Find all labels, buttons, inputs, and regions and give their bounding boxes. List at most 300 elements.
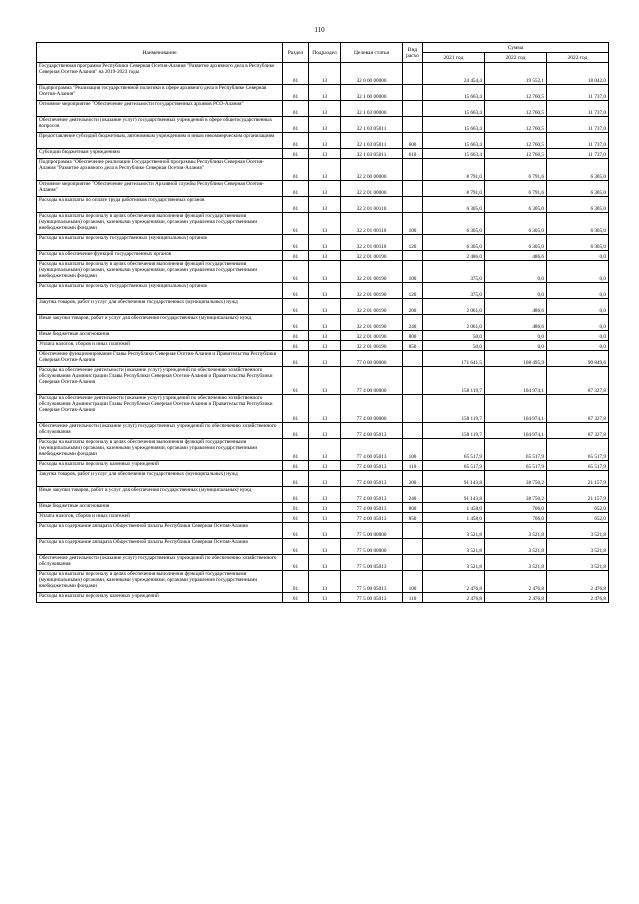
cell-target: 32 2 01 00190 [341,283,403,299]
cell-target: 77 4 00 05013 [341,439,403,461]
cell-2021: 158 119,7 [423,423,485,439]
cell-section: 01 [283,395,309,423]
cell-name: Основное мероприятие "Обеспечение деятельности Архивной службы Республики Северная Осетия-Алания" [37,181,283,197]
cell-subsection: 13 [309,133,341,149]
cell-name: Расходы на выплаты персоналу в целях обеспечения выполнения функций государственными (муниципальными) органами, казенными учреждениями, органами управления государственными внебюджетными фондами [37,261,283,283]
header-subsection: Подраздел [309,43,341,63]
cell-2022a: 19 552,1 [485,63,547,85]
table-row [37,555,609,571]
header-year-2022a: 2022 год [485,53,547,63]
cell-2022b: 3 521,8 [547,539,609,555]
cell-section: 01 [283,101,309,117]
cell-2022a: 6 791,6 [485,159,547,181]
cell-2022b: 3 521,8 [547,555,609,571]
cell-subsection: 13 [309,341,341,351]
cell-subsection: 13 [309,461,341,471]
cell-2022a: 104 974,1 [485,367,547,395]
cell-2022b: 6 305,0 [547,181,609,197]
cell-target: 77 4 00 00000 [341,395,403,423]
cell-target: 32 2 01 00190 [341,315,403,331]
cell-2022b: 2 476,8 [547,593,609,603]
header-target: Целевая статья [341,43,403,63]
cell-target: 32 2 01 00110 [341,213,403,235]
cell-section: 01 [283,593,309,603]
cell-vr [403,197,423,213]
cell-2022a: 12 760,5 [485,133,547,149]
table-row [37,261,609,283]
table-row [37,133,609,149]
cell-2022b: 11 737,0 [547,85,609,101]
cell-subsection: 13 [309,395,341,423]
table-row [37,487,609,503]
cell-2021: 8 791,0 [423,159,485,181]
cell-2021: 91 143,8 [423,487,485,503]
cell-section: 01 [283,341,309,351]
cell-section: 01 [283,351,309,367]
cell-2022b: 6 305,0 [547,159,609,181]
cell-subsection: 13 [309,299,341,315]
cell-target: 32 1 03 05011 [341,117,403,133]
cell-subsection: 13 [309,197,341,213]
cell-vr [403,351,423,367]
cell-name: Субсидии бюджетным учреждениям [37,149,283,159]
cell-name: Расходы на выплаты персоналу в целях обеспечения выполнения функций государственными (муниципальными) органами, казенными учреждениями, органами управления государственными внебюджетными фондами [37,439,283,461]
cell-target: 32 2 01 00000 [341,181,403,197]
cell-section: 01 [283,197,309,213]
cell-2022b: 2 476,8 [547,571,609,593]
cell-vr: 600 [403,133,423,149]
cell-name: Уплата налогов, сборов и иных платежей [37,513,283,523]
table-row [37,235,609,251]
cell-2021: 8 791,0 [423,181,485,197]
budget-table [36,42,609,603]
cell-2022a: 6 305,0 [485,197,547,213]
cell-target: 77 5 00 05013 [341,555,403,571]
table-row [37,571,609,593]
cell-name: Обеспечение функционирования Главы Республики Северная Осетия-Алания и Правительства Республики Северная Осетия-Алания [37,351,283,367]
cell-target: 32 1 03 05011 [341,133,403,149]
cell-2021: 15 663,4 [423,85,485,101]
cell-name: Расходы на выплаты персоналу в целях обеспечения выполнения функций государственными (муниципальными) органами, казенными учреждениями, органами управления государственными внебюджетными фондами [37,213,283,235]
cell-subsection: 13 [309,503,341,513]
cell-2022a: 706,0 [485,513,547,523]
cell-2022b: 0,0 [547,299,609,315]
cell-target: 32 2 00 00000 [341,159,403,181]
cell-subsection: 13 [309,571,341,593]
cell-2021: 2 476,8 [423,593,485,603]
cell-target: 77 4 00 00000 [341,367,403,395]
table-row [37,351,609,367]
cell-2022a: 38 750,2 [485,487,547,503]
table-row [37,85,609,101]
cell-2021: 3 521,8 [423,555,485,571]
cell-subsection: 13 [309,423,341,439]
cell-section: 01 [283,181,309,197]
cell-2022b: 65 517,9 [547,461,609,471]
cell-2021: 2 061,0 [423,315,485,331]
cell-section: 01 [283,261,309,283]
table-row [37,471,609,487]
cell-vr [403,523,423,539]
cell-name: Расходы на выплаты персоналу казенных учреждений [37,461,283,471]
cell-vr [403,63,423,85]
cell-subsection: 13 [309,487,341,503]
cell-2021: 24 454,4 [423,63,485,85]
cell-vr: 120 [403,235,423,251]
cell-section: 01 [283,149,309,159]
cell-2022b: 652,0 [547,503,609,513]
cell-vr: 610 [403,149,423,159]
header-sum: Сумма [423,43,609,53]
table-row [37,315,609,331]
table-row [37,523,609,539]
cell-target: 32 1 03 00000 [341,101,403,117]
cell-2021: 6 305,0 [423,213,485,235]
cell-name: Обеспечение деятельности (оказание услуг) государственных учреждений по обеспечению хозяйственного обслуживания [37,555,283,571]
table-row [37,181,609,197]
cell-vr [403,101,423,117]
cell-subsection: 13 [309,471,341,487]
header-name: Наименование [37,43,283,63]
cell-section: 01 [283,283,309,299]
table-row [37,213,609,235]
cell-name: Расходы на выплаты персоналу в целях обеспечения выполнения функций государственными (муниципальными) органами, казенными учреждениями, органами управления государственными внебюджетными фондами [37,571,283,593]
table-row [37,423,609,439]
cell-target: 32 2 01 00190 [341,299,403,315]
table-row [37,395,609,423]
cell-2022b: 0,0 [547,315,609,331]
cell-2022a: 3 521,8 [485,539,547,555]
cell-target: 77 4 00 05013 [341,471,403,487]
cell-section: 01 [283,63,309,85]
cell-2022a: 486,6 [485,315,547,331]
cell-name: Расходы на выплаты персоналу государственных (муниципальных) органов [37,235,283,251]
cell-2022a: 104 974,1 [485,395,547,423]
table-row [37,117,609,133]
cell-name: Подпрограмма "Реализация государственной политики в сфере архивного дела в Республике Северная Осетия-Алания" [37,85,283,101]
cell-vr [403,85,423,101]
cell-2021: 15 663,4 [423,101,485,117]
cell-2022a: 6 791,6 [485,181,547,197]
cell-vr: 240 [403,315,423,331]
cell-2021: 15 663,4 [423,133,485,149]
cell-name: Государственная программа Республики Северная Осетия-Алания "Развитие архивного дела в Республике Северная Осетия-Алания" на 2019-2023 годы [37,63,283,85]
table-row [37,513,609,523]
cell-vr: 110 [403,461,423,471]
cell-2022a: 6 305,0 [485,235,547,251]
cell-2022b: 11 737,0 [547,149,609,159]
cell-2022b: 18 042,0 [547,63,609,85]
cell-target: 32 2 01 00190 [341,341,403,351]
cell-target: 77 4 00 05013 [341,487,403,503]
cell-name: Расходы на обеспечение деятельности (оказание услуг) учреждений по обеспечению хозяйственного обслуживания Администрации Главы Республики Северная Осетия-Алания и Правительства Республики Северная Осетия-Алания [37,395,283,423]
cell-2022a: 65 517,9 [485,439,547,461]
cell-2022b: 0,0 [547,251,609,261]
table-row [37,251,609,261]
cell-2022a: 706,0 [485,503,547,513]
cell-2022b: 90 849,6 [547,351,609,367]
cell-name: Обеспечение деятельности (оказание услуг) государственных учреждений в сфере общегосударственных вопросов [37,117,283,133]
cell-name: Иные закупки товаров, работ и услуг для обеспечения государственных (муниципальных) нужд [37,315,283,331]
cell-target: 32 2 01 00110 [341,197,403,213]
cell-vr [403,117,423,133]
cell-section: 01 [283,133,309,149]
cell-target: 77 5 00 00000 [341,539,403,555]
cell-name: Иные закупки товаров, работ и услуг для обеспечения государственных (муниципальных) нужд [37,487,283,503]
cell-subsection: 13 [309,63,341,85]
cell-2021: 65 517,9 [423,461,485,471]
header-year-2021: 2021 год [423,53,485,63]
cell-2022b: 87 327,8 [547,395,609,423]
cell-2022a: 38 750,2 [485,471,547,487]
cell-2022a: 104 974,1 [485,423,547,439]
cell-2022b: 11 737,0 [547,101,609,117]
cell-2021: 2 476,8 [423,571,485,593]
table-row [37,367,609,395]
cell-target: 77 4 00 05013 [341,513,403,523]
cell-2022b: 6 305,0 [547,235,609,251]
table-row [37,197,609,213]
cell-section: 01 [283,555,309,571]
cell-vr: 100 [403,571,423,593]
cell-name: Предоставление субсидий бюджетным, автономным учреждениям и иным некоммерческим организациям [37,133,283,149]
cell-subsection: 13 [309,213,341,235]
cell-2022b: 0,0 [547,341,609,351]
cell-section: 01 [283,513,309,523]
cell-2021: 375,0 [423,283,485,299]
cell-section: 01 [283,503,309,513]
cell-section: 01 [283,461,309,471]
cell-section: 01 [283,487,309,503]
cell-section: 01 [283,471,309,487]
cell-subsection: 13 [309,251,341,261]
cell-vr [403,159,423,181]
table-row [37,299,609,315]
cell-name: Расходы на содержание аппарата Общественной палаты Республики Северная Осетия-Алания [37,523,283,539]
cell-target: 77 5 00 05013 [341,593,403,603]
cell-2022b: 6 305,0 [547,197,609,213]
cell-subsection: 13 [309,439,341,461]
cell-name: Расходы на выплаты персоналу государственных (муниципальных) органов [37,283,283,299]
cell-subsection: 13 [309,513,341,523]
cell-section: 01 [283,423,309,439]
cell-vr: 850 [403,341,423,351]
cell-section: 01 [283,235,309,251]
cell-2022a: 108 495,9 [485,351,547,367]
header-year-2022b: 2022 год [547,53,609,63]
cell-vr: 100 [403,439,423,461]
cell-subsection: 13 [309,149,341,159]
cell-2021: 50,0 [423,331,485,341]
header-section: Раздел [283,43,309,63]
table-body [37,63,609,603]
cell-section: 01 [283,159,309,181]
cell-2021: 15 663,4 [423,117,485,133]
cell-2022a: 2 476,8 [485,571,547,593]
cell-2022b: 0,0 [547,283,609,299]
cell-subsection: 13 [309,235,341,251]
cell-2022a: 0,0 [485,331,547,341]
header-vr: Вид расхо [403,43,423,63]
cell-2021: 3 521,8 [423,539,485,555]
cell-2021: 3 521,8 [423,523,485,539]
cell-vr: 120 [403,283,423,299]
cell-2021: 65 517,9 [423,439,485,461]
cell-section: 01 [283,213,309,235]
cell-subsection: 13 [309,117,341,133]
cell-target: 32 0 00 00000 [341,63,403,85]
cell-target: 77 4 00 05013 [341,423,403,439]
cell-section: 01 [283,315,309,331]
table-row [37,461,609,471]
cell-2022b: 11 737,0 [547,133,609,149]
cell-2022b: 652,0 [547,513,609,523]
cell-subsection: 13 [309,593,341,603]
cell-subsection: 13 [309,181,341,197]
cell-2021: 91 143,8 [423,471,485,487]
cell-section: 01 [283,571,309,593]
cell-2022a: 12 760,5 [485,117,547,133]
cell-2022a: 12 760,5 [485,101,547,117]
cell-2022a: 6 305,0 [485,213,547,235]
cell-vr [403,539,423,555]
cell-vr [403,251,423,261]
cell-vr [403,181,423,197]
cell-target: 77 4 00 05013 [341,461,403,471]
cell-subsection: 13 [309,283,341,299]
cell-name: Расходы на содержание аппарата Общественной палаты Республики Северная Осетия-Алания [37,539,283,555]
cell-subsection: 13 [309,101,341,117]
cell-2022b: 3 521,8 [547,523,609,539]
cell-name: Закупка товаров, работ и услуг для обеспечения государственных (муниципальных) нужд [37,299,283,315]
cell-subsection: 13 [309,159,341,181]
cell-2021: 158 119,7 [423,395,485,423]
cell-2021: 15 663,4 [423,149,485,159]
table-row [37,101,609,117]
cell-name: Расходы на обеспечение деятельности (оказание услуг) учреждений по обеспечению хозяйственного обслуживания Администрации Главы Республики Северная Осетия-Алания и Правительства Республики Северная Осетия-Алания [37,367,283,395]
cell-2022a: 12 760,5 [485,149,547,159]
table-row [37,283,609,299]
cell-subsection: 13 [309,539,341,555]
cell-target: 32 1 03 05011 [341,149,403,159]
cell-name: Расходы на выплаты персоналу казенных учреждений [37,593,283,603]
cell-name: Уплата налогов, сборов и иных платежей [37,341,283,351]
cell-name: Иные бюджетные ассигнования [37,331,283,341]
cell-subsection: 13 [309,523,341,539]
cell-name: Закупка товаров, работ и услуг для обеспечения государственных (муниципальных) нужд [37,471,283,487]
cell-vr [403,555,423,571]
cell-vr: 100 [403,213,423,235]
cell-subsection: 13 [309,261,341,283]
page-number: 110 [314,26,325,34]
cell-section: 01 [283,331,309,341]
cell-target: 77 5 00 00000 [341,523,403,539]
cell-2022a: 486,6 [485,299,547,315]
cell-2021: 171 641,5 [423,351,485,367]
cell-subsection: 13 [309,351,341,367]
table-row [37,503,609,513]
cell-2021: 1 458,0 [423,503,485,513]
cell-target: 77 0 00 00000 [341,351,403,367]
cell-vr: 200 [403,471,423,487]
table-row [37,331,609,341]
cell-2021: 158 119,7 [423,367,485,395]
cell-2022a: 12 760,5 [485,85,547,101]
cell-vr: 800 [403,331,423,341]
cell-2022a: 0,0 [485,261,547,283]
cell-subsection: 13 [309,555,341,571]
cell-2021: 6 305,0 [423,235,485,251]
cell-vr: 100 [403,261,423,283]
table-row [37,149,609,159]
cell-2021: 2 061,0 [423,299,485,315]
cell-vr [403,423,423,439]
cell-2022b: 65 517,9 [547,439,609,461]
cell-section: 01 [283,539,309,555]
cell-target: 32 1 00 00000 [341,85,403,101]
table-header [37,43,609,63]
cell-section: 01 [283,367,309,395]
cell-vr: 110 [403,593,423,603]
cell-2022a: 65 517,9 [485,461,547,471]
cell-section: 01 [283,85,309,101]
cell-2021: 375,0 [423,261,485,283]
cell-section: 01 [283,439,309,461]
table-row [37,341,609,351]
cell-2021: 6 305,0 [423,197,485,213]
cell-vr: 850 [403,513,423,523]
cell-vr [403,367,423,395]
cell-section: 01 [283,523,309,539]
cell-vr [403,395,423,423]
cell-2022a: 3 521,8 [485,523,547,539]
cell-vr: 800 [403,503,423,513]
cell-section: 01 [283,117,309,133]
cell-target: 32 2 01 00190 [341,331,403,341]
table-row [37,159,609,181]
cell-name: Подпрограмма "Обеспечение реализации Государственной программы Республики Северная Осетия-Алания "Развитие архивного дела в Республике Северная Осетия-Алания" [37,159,283,181]
cell-2022a: 0,0 [485,283,547,299]
cell-subsection: 13 [309,315,341,331]
cell-2022b: 11 737,0 [547,117,609,133]
cell-target: 77 5 00 05013 [341,571,403,593]
table-row [37,593,609,603]
cell-name: Обеспечение деятельности (оказание услуг) государственных учреждений по обеспечению хозяйственного обслуживания [37,423,283,439]
cell-name: Расходы на выплаты по оплате труда работников государственных органов [37,197,283,213]
cell-vr: 240 [403,487,423,503]
cell-target: 32 2 01 00190 [341,251,403,261]
table-row [37,63,609,85]
table-row [37,539,609,555]
cell-section: 01 [283,299,309,315]
cell-2022b: 87 327,8 [547,423,609,439]
cell-name: Расходы на обеспечение функций государственных органов [37,251,283,261]
cell-2021: 1 458,0 [423,513,485,523]
cell-2022a: 2 476,8 [485,593,547,603]
cell-2022a: 3 521,8 [485,555,547,571]
cell-2022b: 21 157,9 [547,471,609,487]
cell-subsection: 13 [309,367,341,395]
table-row [37,439,609,461]
cell-2022b: 0,0 [547,331,609,341]
cell-2022a: 486,6 [485,251,547,261]
cell-name: Основное мероприятие "Обеспечение деятельности государственных архивов РСО-Алания" [37,101,283,117]
cell-2022b: 0,0 [547,261,609,283]
cell-2022b: 6 305,0 [547,213,609,235]
cell-2022b: 21 157,9 [547,487,609,503]
cell-target: 77 4 00 05013 [341,503,403,513]
cell-subsection: 13 [309,85,341,101]
